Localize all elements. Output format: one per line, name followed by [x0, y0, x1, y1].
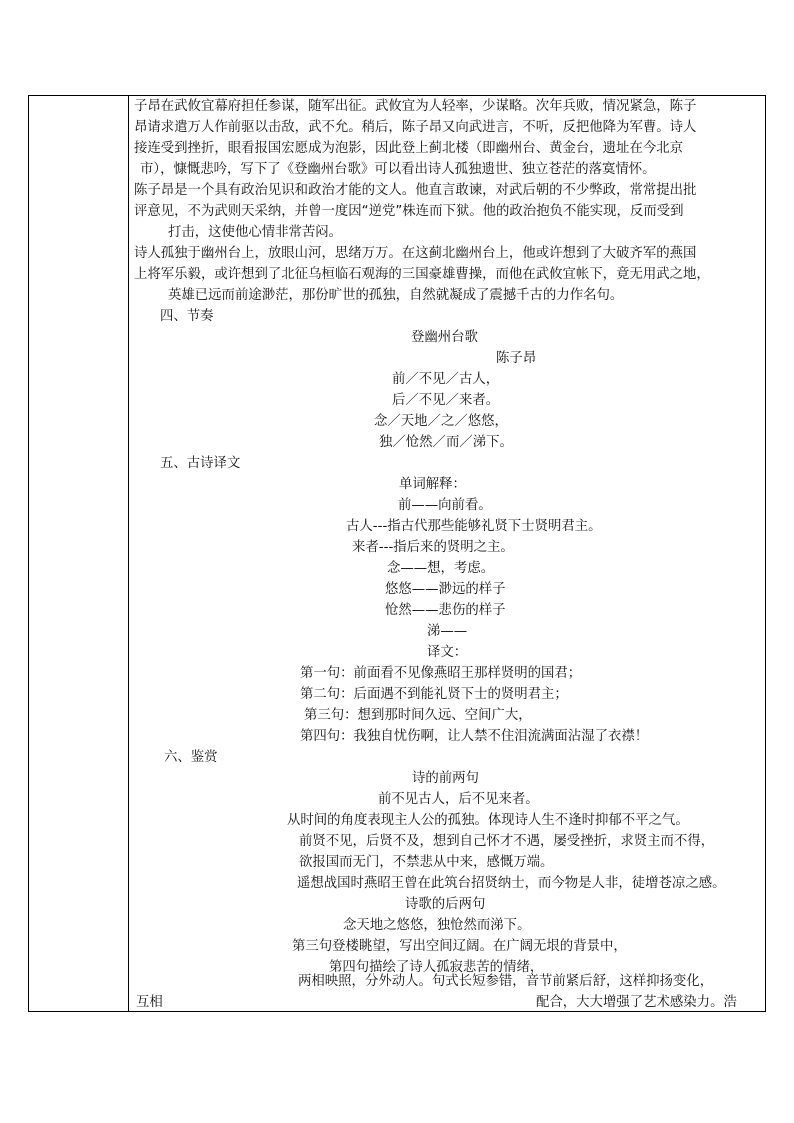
intro-line: 打击，这使他心情非常苦闷。 [168, 225, 343, 240]
section-heading: 五、古诗译文 [160, 456, 241, 471]
vocab-item: 念——想，考虑。 [387, 561, 495, 576]
intro-line: 诗人孤独于幽州台上，放眼山河，思绪万万。在这蓟北幽州台上，他或许想到了大破齐军的燕国 [134, 246, 697, 261]
intro-line: 英雄已远而前途渺茫，那份旷世的孤独，自然就凝成了震撼千古的力作名句。 [168, 288, 624, 303]
intro-line: 陈子昂是一个具有政治见识和政治才能的文人。他直言敢谏，对武后朝的不少弊政，常常提出批 [134, 183, 697, 198]
translation-line: 第三句：想到那时间久远、空间广大， [304, 708, 532, 723]
vocab-item: 前——向前看。 [398, 498, 492, 513]
poem-author: 陈子昂 [496, 351, 537, 366]
line-fragment: 互相 [136, 995, 163, 1010]
section-heading: 四、节奏 [160, 309, 214, 324]
appreciation-subheading: 诗的前两句 [412, 771, 479, 786]
appreciation-line: 两相映照，分外动人。句式长短参错，音节前紧后舒，这样抑扬变化， [298, 974, 714, 989]
translation-line: 第四句：我独自忧伤啊，让人禁不住泪流满面沾湿了衣襟！ [300, 729, 649, 744]
vocab-item: 来者---指后来的贤明之主。 [352, 540, 514, 555]
appreciation-line: 从时间的角度表现主人公的孤独。体现诗人生不逢时抑郁不平之气。 [287, 813, 689, 828]
vocab-item: 古人---指古代那些能够礼贤下士贤明君主。 [346, 519, 602, 534]
intro-line: 上将军乐毅，或许想到了北征乌桓临石观海的三国豪雄曹操，而他在武攸宜帐下，竟无用武之地， [134, 267, 710, 282]
appreciation-quote: 前不见古人，后不见来者。 [378, 792, 539, 807]
table-column-divider [128, 95, 129, 1012]
poem-line: 后／不见／来者。 [392, 393, 500, 408]
appreciation-line: 遥想战国时燕昭王曾在此筑台招贤纳士，而今物是人非，徒增苍凉之感。 [297, 876, 726, 891]
vocab-item: 怆然——悲伤的样子 [385, 603, 506, 618]
vocab-heading: 单词解释： [399, 477, 466, 492]
appreciation-line: 第四句描绘了诗人孤寂悲苦的情绪， [329, 960, 544, 975]
intro-line: 市），慷慨悲吟，写下了《登幽州台歌》可以看出诗人孤独遗世、独立苍茫的落寞情怀。 [140, 162, 656, 177]
appreciation-quote: 念天地之悠悠，独怆然而涕下。 [343, 918, 531, 933]
poem-line: 念／天地／之／悠悠， [374, 414, 508, 429]
appreciation-line: 配合，大大增强了艺术感染力。浩 [536, 995, 737, 1010]
poem-line: 前／不见／古人， [392, 372, 500, 387]
appreciation-line: 欲报国而无门，不禁悲从中来，感慨万端。 [299, 855, 554, 870]
vocab-item: 涕—— [427, 624, 468, 639]
poem-line: 独／怆然／而／涕下。 [379, 435, 513, 450]
intro-line: 接连受到挫折，眼看报国宏愿成为泡影，因此登上蓟北楼（即幽州台、黄金台，遗址在今北京 [134, 141, 684, 156]
section-heading: 六、鉴赏 [164, 750, 218, 765]
appreciation-line: 第三句登楼眺望，写出空间辽阔。在广阔无垠的背景中， [292, 939, 627, 954]
appreciation-line: 前贤不见，后贤不及，想到自己怀才不遇，屡受挫折，求贤主而不得， [299, 834, 715, 849]
translation-heading: 译文： [427, 645, 468, 660]
translation-line: 第二句：后面遇不到能礼贤下士的贤明君主； [300, 687, 568, 702]
translation-line: 第一句：前面看不见像燕昭王那样贤明的国君； [300, 666, 582, 681]
poem-title: 登幽州台歌 [411, 330, 478, 345]
intro-line: 评意见，不为武则天采纳，并曾一度因“逆党”株连而下狱。他的政治抱负不能实现，反而受到 [134, 204, 684, 219]
intro-line: 昂请求遣万人作前驱以击敌，武不允。稍后，陈子昂又向武进言，不听，反把他降为军曹。诗人 [134, 120, 697, 135]
intro-line: 子昂在武攸宜幕府担任参谋，随军出征。武攸宜为人轻率，少谋略。次年兵败，情况紧急，陈子 [134, 99, 697, 114]
vocab-item: 悠悠——渺远的样子 [385, 582, 506, 597]
appreciation-subheading: 诗歌的后两句 [405, 897, 486, 912]
